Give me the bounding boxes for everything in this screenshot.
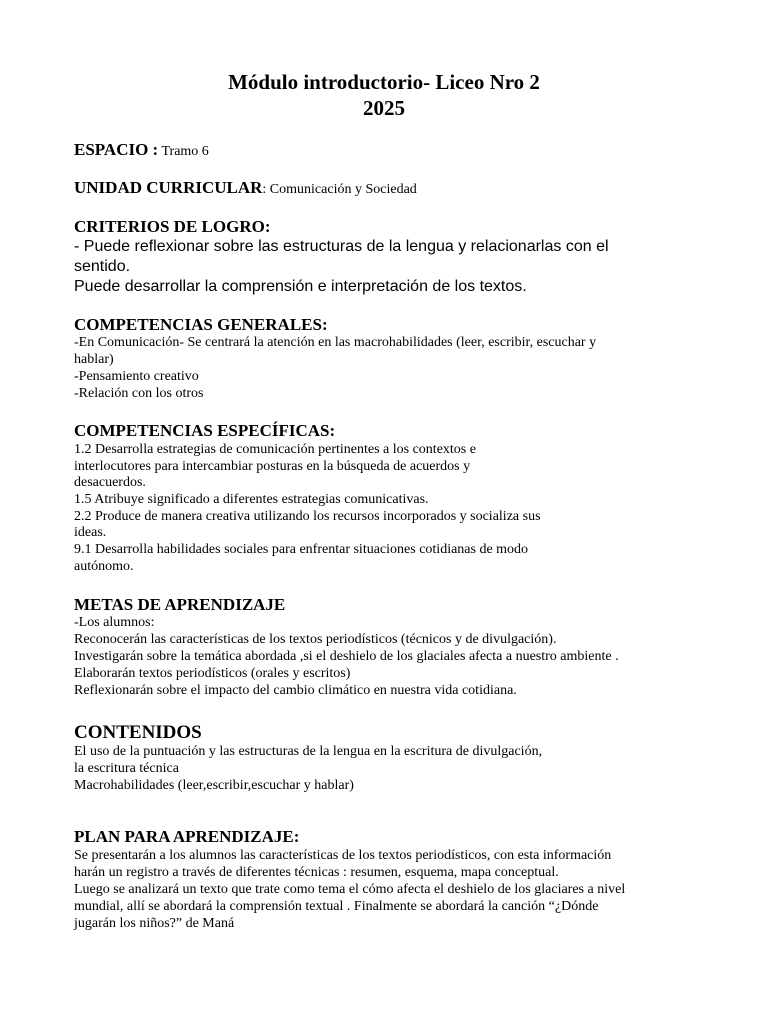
plan-heading: PLAN PARA APRENDIZAJE:: [74, 827, 300, 846]
criterios-line: Puede desarrollar la comprensión e interpretación de los textos.: [74, 278, 527, 295]
competencias-generales-line: -En Comunicación- Se centrará la atención en las macrohabilidades (leer, escribir, escuchar y: [74, 335, 597, 350]
metas-line: -Los alumnos:: [74, 615, 155, 630]
competencias-especificas-line: 2.2 Produce de manera creativa utilizando los recursos incorporados y socializa sus: [74, 509, 541, 524]
metas-heading: METAS DE APRENDIZAJE: [74, 595, 286, 614]
plan-line: harán un registro a través de diferentes técnicas : resumen, esquema, mapa conceptual.: [74, 865, 559, 880]
espacio-row: [74, 140, 209, 160]
document-title: Módulo introductorio- Liceo Nro 2: [228, 70, 540, 94]
contenidos-heading: CONTENIDOS: [74, 722, 202, 743]
plan-line: Luego se analizará un texto que trate como tema el cómo afecta el deshielo de los glaciares a nivel: [74, 882, 626, 897]
document-year: 2025: [363, 96, 405, 120]
metas-line: Investigarán sobre la temática abordada ,si el deshielo de los glaciales afecta a nuestro ambiente .: [74, 649, 619, 664]
criterios-line: sentido.: [74, 258, 131, 275]
competencias-especificas-line: 1.5 Atribuye significado a diferentes estrategias comunicativas.: [74, 492, 429, 507]
criterios-heading: CRITERIOS DE LOGRO:: [74, 217, 271, 236]
unidad-row: [74, 178, 417, 198]
plan-line: Se presentarán a los alumnos las características de los textos periodísticos, con esta información: [74, 848, 612, 863]
competencias-especificas-line: autónomo.: [74, 559, 134, 574]
competencias-generales-line: -Relación con los otros: [74, 386, 204, 401]
competencias-especificas-line: desacuerdos.: [74, 475, 146, 490]
metas-line: Reconocerán las características de los textos periodísticos (técnicos y de divulgación).: [74, 632, 557, 647]
plan-line: mundial, allí se abordará la comprensión textual . Finalmente se abordará la canción “¿Dónde: [74, 899, 599, 914]
plan-line: jugarán los niños?” de Maná: [74, 916, 235, 931]
metas-line: Reflexionarán sobre el impacto del cambio climático en nuestra vida cotidiana.: [74, 683, 517, 698]
criterios-line: - Puede reflexionar sobre las estructuras de la lengua y relacionarlas con el: [74, 238, 609, 255]
competencias-especificas-line: 9.1 Desarrolla habilidades sociales para enfrentar situaciones cotidianas de modo: [74, 542, 529, 557]
competencias-generales-line: -Pensamiento creativo: [74, 369, 199, 384]
unidad-label: UNIDAD CURRICULAR: [74, 178, 263, 197]
contenidos-line: la escritura técnica: [74, 761, 179, 776]
espacio-value: Tramo 6: [158, 144, 209, 159]
competencias-generales-line: hablar): [74, 352, 114, 367]
contenidos-line: Macrohabilidades (leer,escribir,escuchar y hablar): [74, 778, 354, 793]
competencias-especificas-heading: COMPETENCIAS ESPECÍFICAS:: [74, 421, 336, 440]
contenidos-line: El uso de la puntuación y las estructuras de la lengua en la escritura de divulgación,: [74, 744, 543, 759]
espacio-label: ESPACIO :: [74, 140, 159, 159]
unidad-value: : Comunicación y Sociedad: [262, 182, 417, 197]
competencias-generales-heading: COMPETENCIAS GENERALES:: [74, 315, 328, 334]
competencias-especificas-line: interlocutores para intercambiar posturas en la búsqueda de acuerdos y: [74, 459, 471, 474]
metas-line: Elaborarán textos periodísticos (orales y escritos): [74, 666, 351, 681]
competencias-especificas-line: ideas.: [74, 525, 107, 540]
competencias-especificas-line: 1.2 Desarrolla estrategias de comunicación pertinentes a los contextos e: [74, 442, 476, 457]
